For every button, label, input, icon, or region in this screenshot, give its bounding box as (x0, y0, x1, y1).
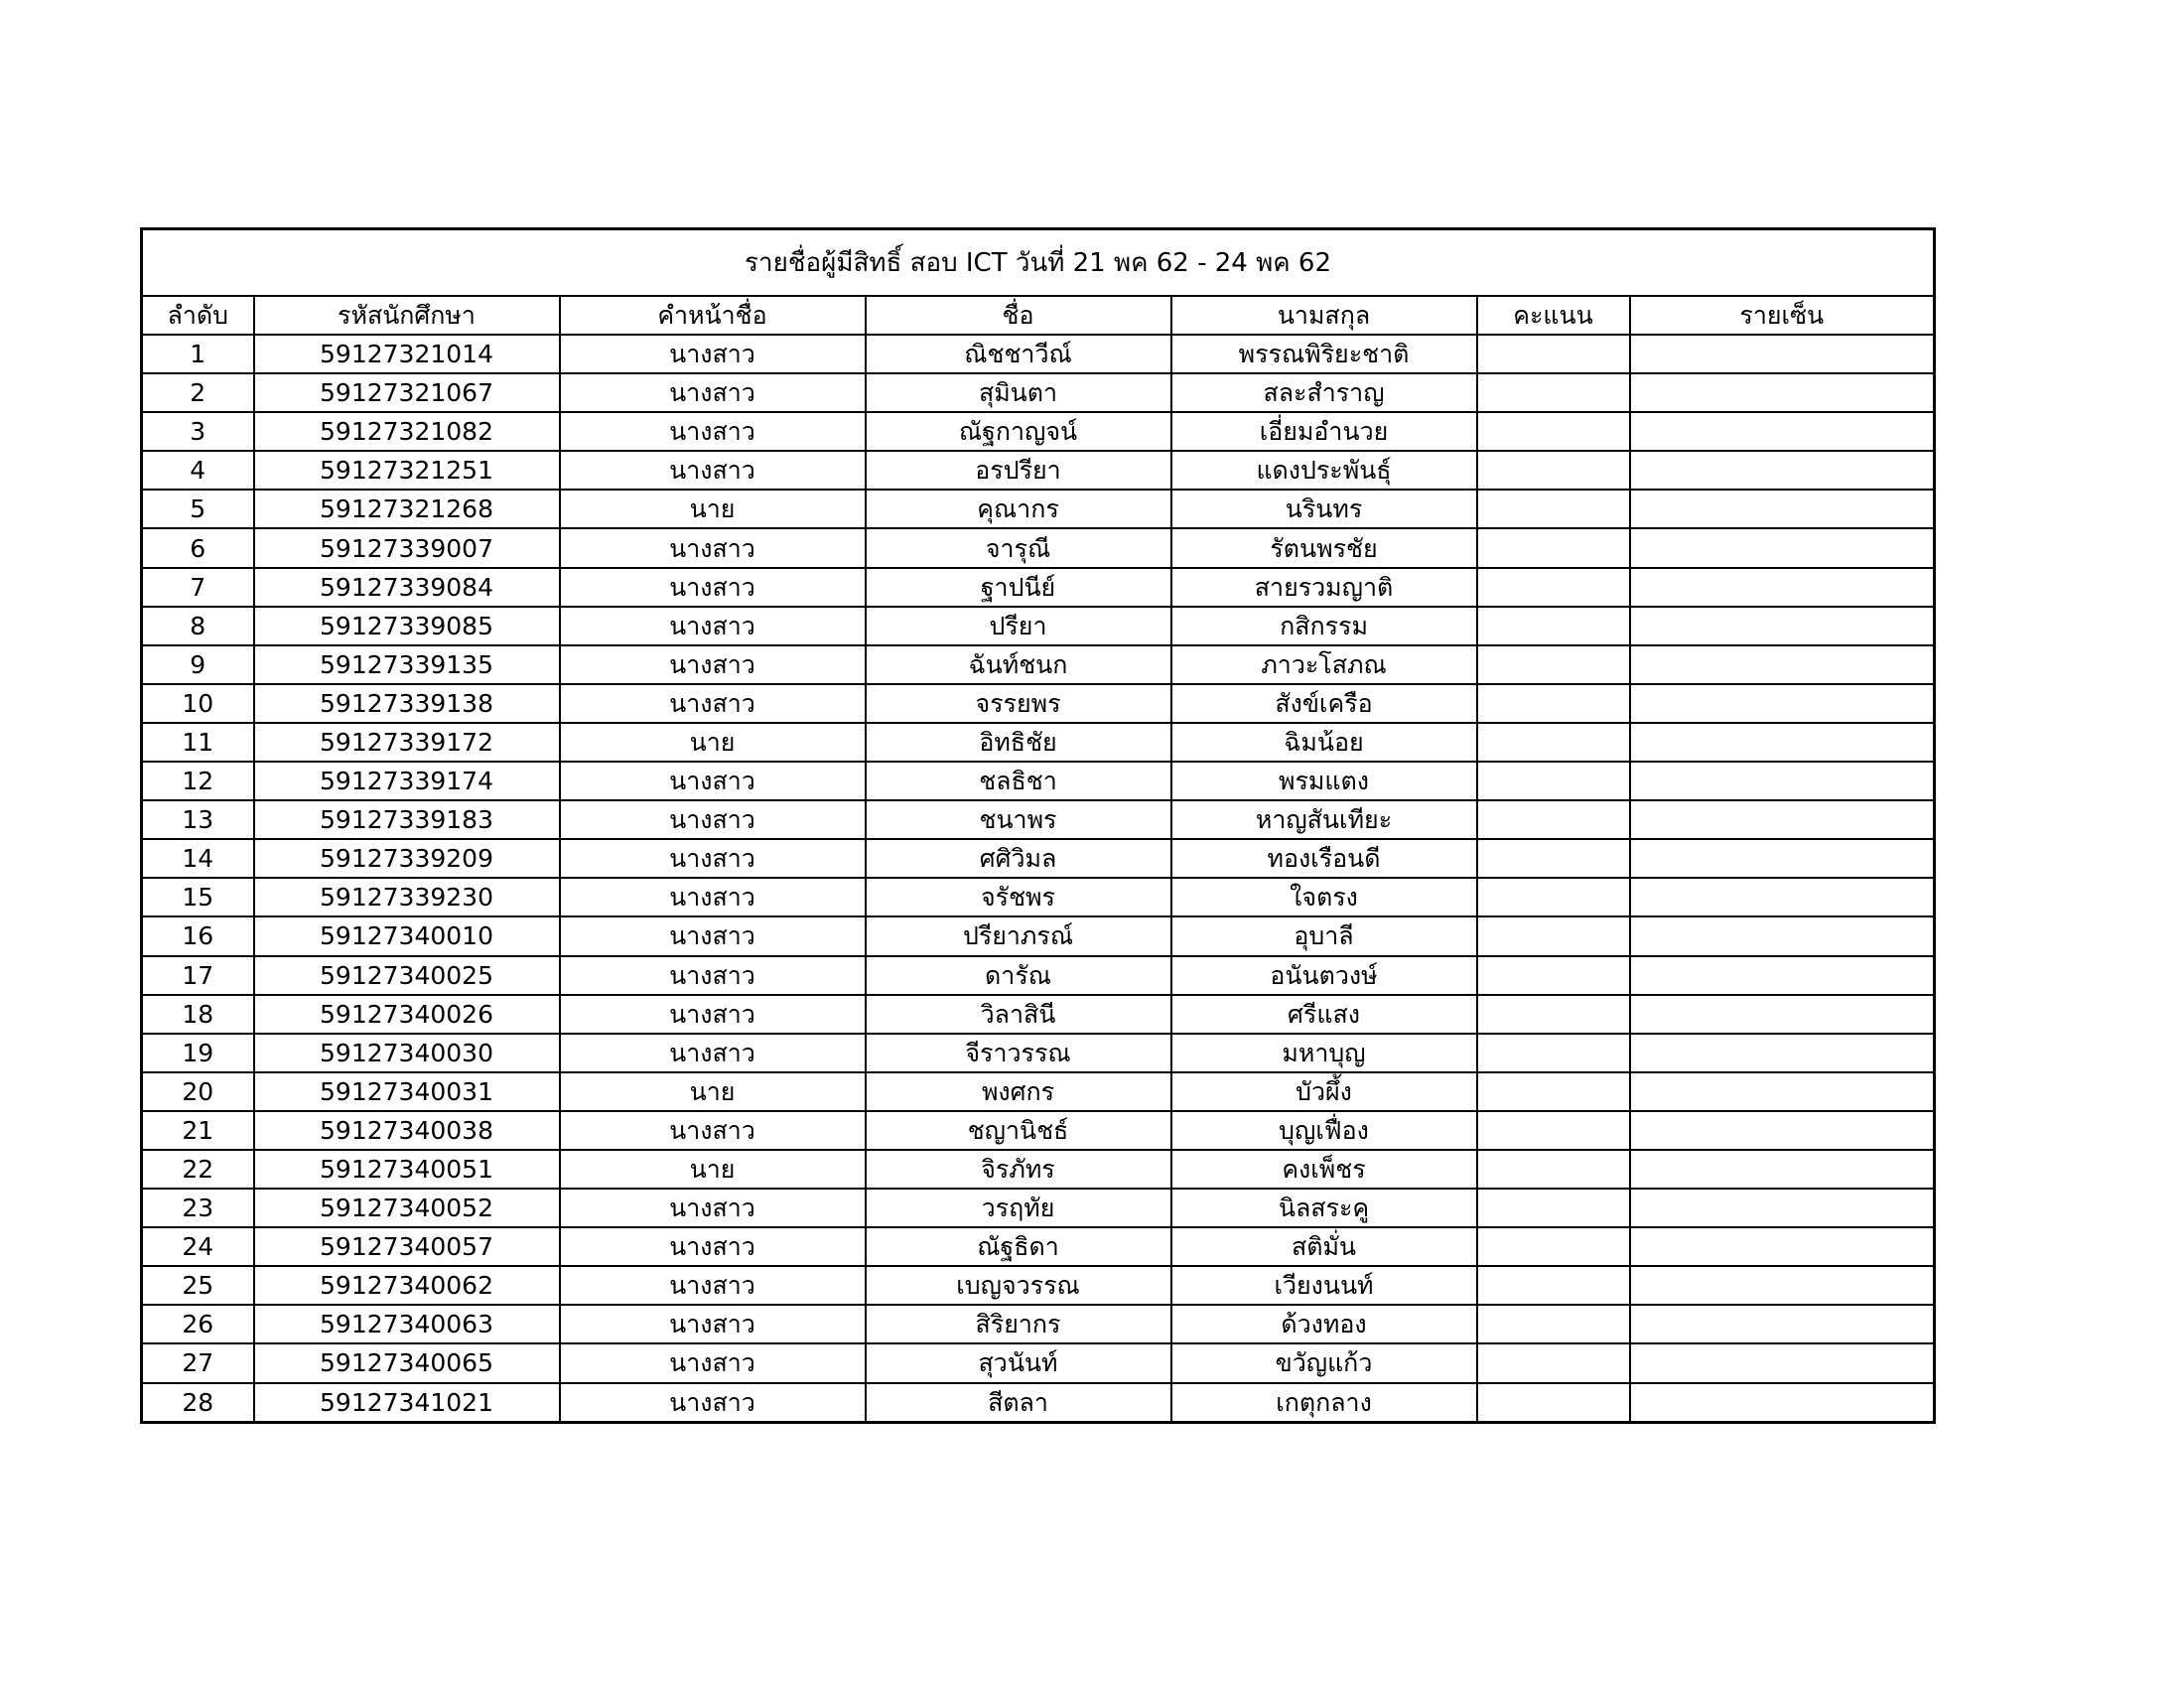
cell-student-id: 59127339183 (254, 800, 560, 839)
cell-signature (1630, 723, 1935, 762)
cell-last-name: อุบาลี (1171, 916, 1477, 955)
cell-no: 18 (142, 995, 254, 1034)
cell-last-name: คงเพ็ชร (1171, 1150, 1477, 1189)
table-row (142, 684, 1935, 723)
cell-last-name: พรมแตง (1171, 762, 1477, 800)
cell-first-name: ดารัณ (866, 956, 1171, 995)
cell-score (1477, 723, 1630, 762)
cell-first-name: สุวนันท์ (866, 1343, 1171, 1382)
cell-first-name: สีตลา (866, 1383, 1171, 1423)
cell-prefix: นาย (560, 490, 866, 528)
cell-score (1477, 1111, 1630, 1150)
cell-no: 2 (142, 373, 254, 412)
cell-prefix: นางสาว (560, 839, 866, 878)
cell-score (1477, 451, 1630, 490)
cell-no: 27 (142, 1343, 254, 1382)
cell-no: 5 (142, 490, 254, 528)
cell-no: 22 (142, 1150, 254, 1189)
table-row (142, 723, 1935, 762)
cell-no: 21 (142, 1111, 254, 1150)
cell-prefix: นางสาว (560, 800, 866, 839)
cell-first-name: คุณากร (866, 490, 1171, 528)
table-row (142, 412, 1935, 451)
cell-student-id: 59127340052 (254, 1189, 560, 1227)
cell-student-id: 59127339085 (254, 607, 560, 645)
header-row (142, 296, 1935, 335)
cell-no: 6 (142, 528, 254, 567)
cell-last-name: พรรณพิริยะชาติ (1171, 335, 1477, 373)
cell-score (1477, 800, 1630, 839)
cell-student-id: 59127339174 (254, 762, 560, 800)
cell-student-id: 59127321082 (254, 412, 560, 451)
table-row (142, 1072, 1935, 1111)
cell-student-id: 59127340025 (254, 956, 560, 995)
cell-last-name: ด้วงทอง (1171, 1305, 1477, 1343)
cell-prefix: นางสาว (560, 1266, 866, 1305)
table-row (142, 995, 1935, 1034)
cell-first-name: จิรภัทร (866, 1150, 1171, 1189)
cell-prefix: นางสาว (560, 956, 866, 995)
cell-student-id: 59127321067 (254, 373, 560, 412)
cell-score (1477, 1266, 1630, 1305)
cell-prefix: นางสาว (560, 1034, 866, 1072)
cell-signature (1630, 1034, 1935, 1072)
cell-first-name: ณิชชาวีณ์ (866, 335, 1171, 373)
table-row (142, 956, 1935, 995)
cell-score (1477, 1072, 1630, 1111)
cell-no: 10 (142, 684, 254, 723)
table-row (142, 373, 1935, 412)
cell-first-name: ฐาปนีย์ (866, 568, 1171, 607)
cell-student-id: 59127339230 (254, 878, 560, 916)
cell-first-name: ชลธิชา (866, 762, 1171, 800)
cell-score (1477, 916, 1630, 955)
cell-score (1477, 1189, 1630, 1227)
cell-no: 8 (142, 607, 254, 645)
cell-prefix: นางสาว (560, 412, 866, 451)
table-row (142, 1343, 1935, 1382)
cell-signature (1630, 1343, 1935, 1382)
cell-prefix: นาย (560, 1072, 866, 1111)
cell-prefix: นาย (560, 1150, 866, 1189)
cell-signature (1630, 335, 1935, 373)
cell-signature (1630, 645, 1935, 684)
col-header-student-id: รหัสนักศึกษา (254, 296, 560, 335)
cell-no: 7 (142, 568, 254, 607)
cell-score (1477, 607, 1630, 645)
cell-prefix: นางสาว (560, 1227, 866, 1266)
cell-last-name: นิลสระคู (1171, 1189, 1477, 1227)
cell-first-name: สุมินตา (866, 373, 1171, 412)
cell-student-id: 59127340062 (254, 1266, 560, 1305)
cell-last-name: สละสำราญ (1171, 373, 1477, 412)
cell-prefix: นางสาว (560, 373, 866, 412)
cell-last-name: บัวผึ้ง (1171, 1072, 1477, 1111)
cell-student-id: 59127341021 (254, 1383, 560, 1423)
cell-last-name: ทองเรือนดี (1171, 839, 1477, 878)
table-row (142, 1189, 1935, 1227)
cell-last-name: อนันตวงษ์ (1171, 956, 1477, 995)
cell-last-name: รัตนพรชัย (1171, 528, 1477, 567)
table-row (142, 1150, 1935, 1189)
cell-last-name: สายรวมญาติ (1171, 568, 1477, 607)
cell-prefix: นางสาว (560, 607, 866, 645)
cell-signature (1630, 995, 1935, 1034)
cell-last-name: ศรีแสง (1171, 995, 1477, 1034)
table-row (142, 1266, 1935, 1305)
cell-score (1477, 1383, 1630, 1423)
cell-student-id: 59127340057 (254, 1227, 560, 1266)
cell-prefix: นางสาว (560, 762, 866, 800)
cell-score (1477, 995, 1630, 1034)
cell-signature (1630, 490, 1935, 528)
cell-score (1477, 1150, 1630, 1189)
table-body (142, 335, 1935, 1422)
cell-score (1477, 956, 1630, 995)
cell-prefix: นางสาว (560, 995, 866, 1034)
cell-first-name: จรัชพร (866, 878, 1171, 916)
cell-signature (1630, 1189, 1935, 1227)
cell-signature (1630, 1227, 1935, 1266)
cell-last-name: ฉิมน้อย (1171, 723, 1477, 762)
cell-prefix: นางสาว (560, 916, 866, 955)
cell-score (1477, 490, 1630, 528)
cell-no: 1 (142, 335, 254, 373)
cell-score (1477, 645, 1630, 684)
table-row (142, 839, 1935, 878)
table-row (142, 607, 1935, 645)
cell-no: 16 (142, 916, 254, 955)
cell-prefix: นางสาว (560, 645, 866, 684)
cell-prefix: นางสาว (560, 528, 866, 567)
cell-score (1477, 1227, 1630, 1266)
cell-signature (1630, 1111, 1935, 1150)
cell-score (1477, 412, 1630, 451)
cell-prefix: นาย (560, 723, 866, 762)
table-row (142, 762, 1935, 800)
cell-no: 11 (142, 723, 254, 762)
table-row (142, 800, 1935, 839)
cell-score (1477, 373, 1630, 412)
cell-signature (1630, 568, 1935, 607)
cell-first-name: จารุณี (866, 528, 1171, 567)
table-title: รายชื่อผู้มีสิทธิ์ สอบ ICT วันที่ 21 พค 62 - 24 พค 62 (142, 229, 1935, 297)
table-row (142, 451, 1935, 490)
cell-student-id: 59127339007 (254, 528, 560, 567)
cell-signature (1630, 607, 1935, 645)
cell-student-id: 59127340031 (254, 1072, 560, 1111)
cell-first-name: วรฤทัย (866, 1189, 1171, 1227)
cell-last-name: สังข์เครือ (1171, 684, 1477, 723)
cell-last-name: เอี่ยมอำนวย (1171, 412, 1477, 451)
cell-signature (1630, 956, 1935, 995)
cell-signature (1630, 373, 1935, 412)
cell-first-name: ณัฐธิดา (866, 1227, 1171, 1266)
cell-first-name: ศศิวิมล (866, 839, 1171, 878)
cell-first-name: ปรียาภรณ์ (866, 916, 1171, 955)
cell-no: 15 (142, 878, 254, 916)
cell-first-name: ปรียา (866, 607, 1171, 645)
cell-signature (1630, 451, 1935, 490)
cell-last-name: ภาวะโสภณ (1171, 645, 1477, 684)
cell-last-name: สติมั่น (1171, 1227, 1477, 1266)
col-header-score: คะแนน (1477, 296, 1630, 335)
cell-no: 24 (142, 1227, 254, 1266)
cell-first-name: จีราวรรณ (866, 1034, 1171, 1072)
cell-last-name: หาญสันเทียะ (1171, 800, 1477, 839)
cell-student-id: 59127340030 (254, 1034, 560, 1072)
cell-last-name: กสิกรรม (1171, 607, 1477, 645)
cell-last-name: แดงประพันธุ์ (1171, 451, 1477, 490)
cell-first-name: ชนาพร (866, 800, 1171, 839)
cell-prefix: นางสาว (560, 1343, 866, 1382)
cell-last-name: ใจตรง (1171, 878, 1477, 916)
table-row (142, 1305, 1935, 1343)
cell-last-name: เวียงนนท์ (1171, 1266, 1477, 1305)
cell-signature (1630, 1072, 1935, 1111)
cell-score (1477, 1305, 1630, 1343)
cell-signature (1630, 528, 1935, 567)
cell-score (1477, 335, 1630, 373)
cell-student-id: 59127339084 (254, 568, 560, 607)
cell-last-name: ขวัญแก้ว (1171, 1343, 1477, 1382)
cell-student-id: 59127340051 (254, 1150, 560, 1189)
cell-score (1477, 684, 1630, 723)
table-row (142, 1383, 1935, 1423)
cell-student-id: 59127321014 (254, 335, 560, 373)
cell-no: 12 (142, 762, 254, 800)
cell-no: 9 (142, 645, 254, 684)
cell-no: 23 (142, 1189, 254, 1227)
cell-first-name: ชญานิชธ์ (866, 1111, 1171, 1150)
cell-first-name: วิลาสินี (866, 995, 1171, 1034)
cell-score (1477, 1343, 1630, 1382)
cell-last-name: เกตุกลาง (1171, 1383, 1477, 1423)
cell-first-name: ณัฐกาญจน์ (866, 412, 1171, 451)
cell-first-name: เบญจวรรณ (866, 1266, 1171, 1305)
cell-prefix: นางสาว (560, 1111, 866, 1150)
cell-no: 19 (142, 1034, 254, 1072)
cell-student-id: 59127339209 (254, 839, 560, 878)
cell-score (1477, 528, 1630, 567)
cell-signature (1630, 878, 1935, 916)
cell-signature (1630, 412, 1935, 451)
table-row (142, 916, 1935, 955)
cell-student-id: 59127339172 (254, 723, 560, 762)
cell-first-name: พงศกร (866, 1072, 1171, 1111)
cell-score (1477, 762, 1630, 800)
cell-signature (1630, 1266, 1935, 1305)
cell-prefix: นางสาว (560, 1189, 866, 1227)
eligibility-table (140, 227, 1936, 1424)
cell-student-id: 59127340063 (254, 1305, 560, 1343)
cell-last-name: บุญเฟื่อง (1171, 1111, 1477, 1150)
table-row (142, 1034, 1935, 1072)
cell-prefix: นางสาว (560, 451, 866, 490)
cell-signature (1630, 1150, 1935, 1189)
table-row (142, 335, 1935, 373)
col-header-last-name: นามสกุล (1171, 296, 1477, 335)
cell-signature (1630, 839, 1935, 878)
col-header-no: ลำดับ (142, 296, 254, 335)
cell-student-id: 59127340065 (254, 1343, 560, 1382)
cell-no: 25 (142, 1266, 254, 1305)
cell-score (1477, 568, 1630, 607)
cell-student-id: 59127339135 (254, 645, 560, 684)
cell-student-id: 59127321268 (254, 490, 560, 528)
cell-no: 17 (142, 956, 254, 995)
cell-prefix: นางสาว (560, 335, 866, 373)
cell-first-name: อรปรียา (866, 451, 1171, 490)
cell-no: 28 (142, 1383, 254, 1423)
table-row (142, 1111, 1935, 1150)
table-row (142, 645, 1935, 684)
cell-first-name: จรรยพร (866, 684, 1171, 723)
cell-signature (1630, 684, 1935, 723)
table-row (142, 490, 1935, 528)
cell-no: 20 (142, 1072, 254, 1111)
table-row (142, 1227, 1935, 1266)
cell-prefix: นางสาว (560, 568, 866, 607)
col-header-prefix: คำหน้าชื่อ (560, 296, 866, 335)
cell-no: 3 (142, 412, 254, 451)
cell-no: 14 (142, 839, 254, 878)
cell-student-id: 59127339138 (254, 684, 560, 723)
cell-first-name: สิริยากร (866, 1305, 1171, 1343)
cell-first-name: ฉันท์ชนก (866, 645, 1171, 684)
cell-prefix: นางสาว (560, 1305, 866, 1343)
cell-first-name: อิทธิชัย (866, 723, 1171, 762)
cell-last-name: มหาบุญ (1171, 1034, 1477, 1072)
cell-signature (1630, 1383, 1935, 1423)
cell-prefix: นางสาว (560, 1383, 866, 1423)
table-row (142, 568, 1935, 607)
col-header-signature: รายเซ็น (1630, 296, 1935, 335)
cell-signature (1630, 916, 1935, 955)
cell-last-name: นรินทร (1171, 490, 1477, 528)
cell-student-id: 59127321251 (254, 451, 560, 490)
cell-no: 13 (142, 800, 254, 839)
cell-student-id: 59127340026 (254, 995, 560, 1034)
cell-no: 26 (142, 1305, 254, 1343)
table-row (142, 878, 1935, 916)
cell-student-id: 59127340010 (254, 916, 560, 955)
cell-signature (1630, 1305, 1935, 1343)
cell-score (1477, 839, 1630, 878)
cell-signature (1630, 800, 1935, 839)
cell-score (1477, 1034, 1630, 1072)
cell-no: 4 (142, 451, 254, 490)
col-header-first-name: ชื่อ (866, 296, 1171, 335)
cell-prefix: นางสาว (560, 878, 866, 916)
cell-signature (1630, 762, 1935, 800)
cell-student-id: 59127340038 (254, 1111, 560, 1150)
table-row (142, 528, 1935, 567)
cell-prefix: นางสาว (560, 684, 866, 723)
cell-score (1477, 878, 1630, 916)
